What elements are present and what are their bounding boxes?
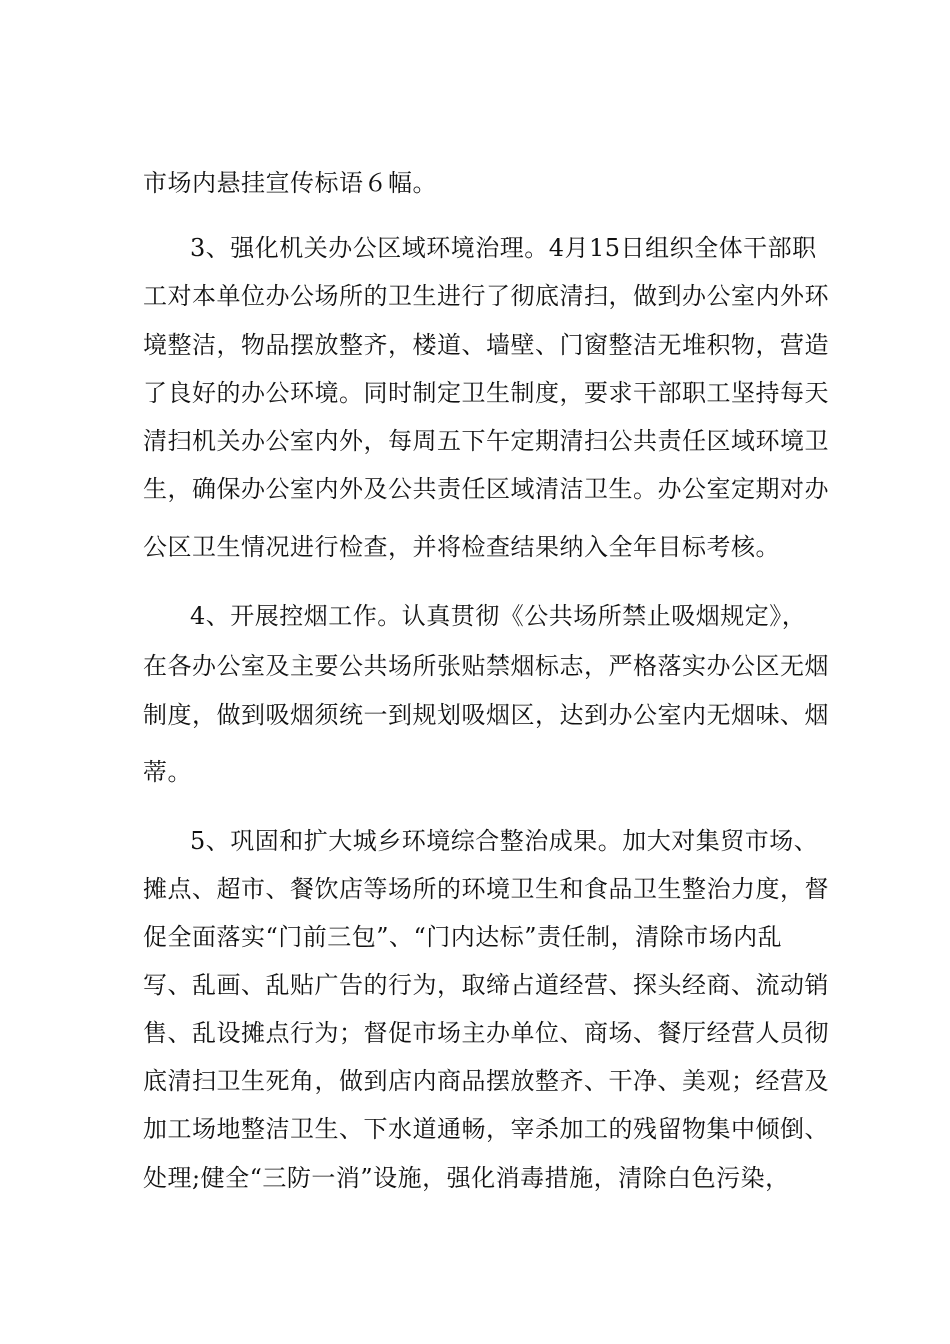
paragraph-line: 工对本单位办公场所的卫生进行了彻底清扫，做到办公室内外环 [143,282,829,310]
paragraph-line: 底清扫卫生死角，做到店内商品摆放整齐、干净、美观；经营及 [143,1067,829,1095]
paragraph-line: 促全面落实“门前三包”、“门内达标”责任制，清除市场内乱 [143,923,783,951]
paragraph-line: 蒂。 [143,758,192,786]
paragraph-line: 摊点、超市、餐饮店等场所的环境卫生和食品卫生整治力度，督 [143,875,829,903]
paragraph-line: 制度，做到吸烟须统一到规划吸烟区，达到办公室内无烟味、烟 [143,701,829,729]
paragraph-line: 4、开展控烟工作。认真贯彻《公共场所禁止吸烟规定》， [190,602,807,630]
paragraph-line: 售、乱设摊点行为；督促市场主办单位、商场、餐厅经营人员彻 [143,1019,829,1047]
paragraph-line: 写、乱画、乱贴广告的行为，取缔占道经营、探头经商、流动销 [143,971,829,999]
paragraph-line: 生，确保办公室内外及公共责任区域清洁卫生。办公室定期对办 [143,475,829,503]
paragraph-line: 公区卫生情况进行检查，并将检查结果纳入全年目标考核。 [143,533,780,561]
paragraph-line: 在各办公室及主要公共场所张贴禁烟标志，严格落实办公区无烟 [143,652,829,680]
paragraph-line: 清扫机关办公室内外，每周五下午定期清扫公共责任区域环境卫 [143,427,829,455]
paragraph-line: 加工场地整洁卫生、下水道通畅，宰杀加工的残留物集中倾倒、 [143,1115,829,1143]
paragraph-line: 3、强化机关办公区域环境治理。4月15日组织全体干部职 [190,234,817,262]
paragraph-line: 了良好的办公环境。同时制定卫生制度，要求干部职工坚持每天 [143,379,829,407]
paragraph-line: 5、巩固和扩大城乡环境综合整治成果。加大对集贸市场、 [190,827,819,855]
paragraph-line: 市场内悬挂宣传标语６幅。 [143,169,437,197]
paragraph-line: 处理;健全“三防一消”设施，强化消毒措施，清除白色污染， [143,1164,790,1192]
paragraph-line: 境整洁，物品摆放整齐，楼道、墙壁、门窗整洁无堆积物，营造 [143,331,829,359]
